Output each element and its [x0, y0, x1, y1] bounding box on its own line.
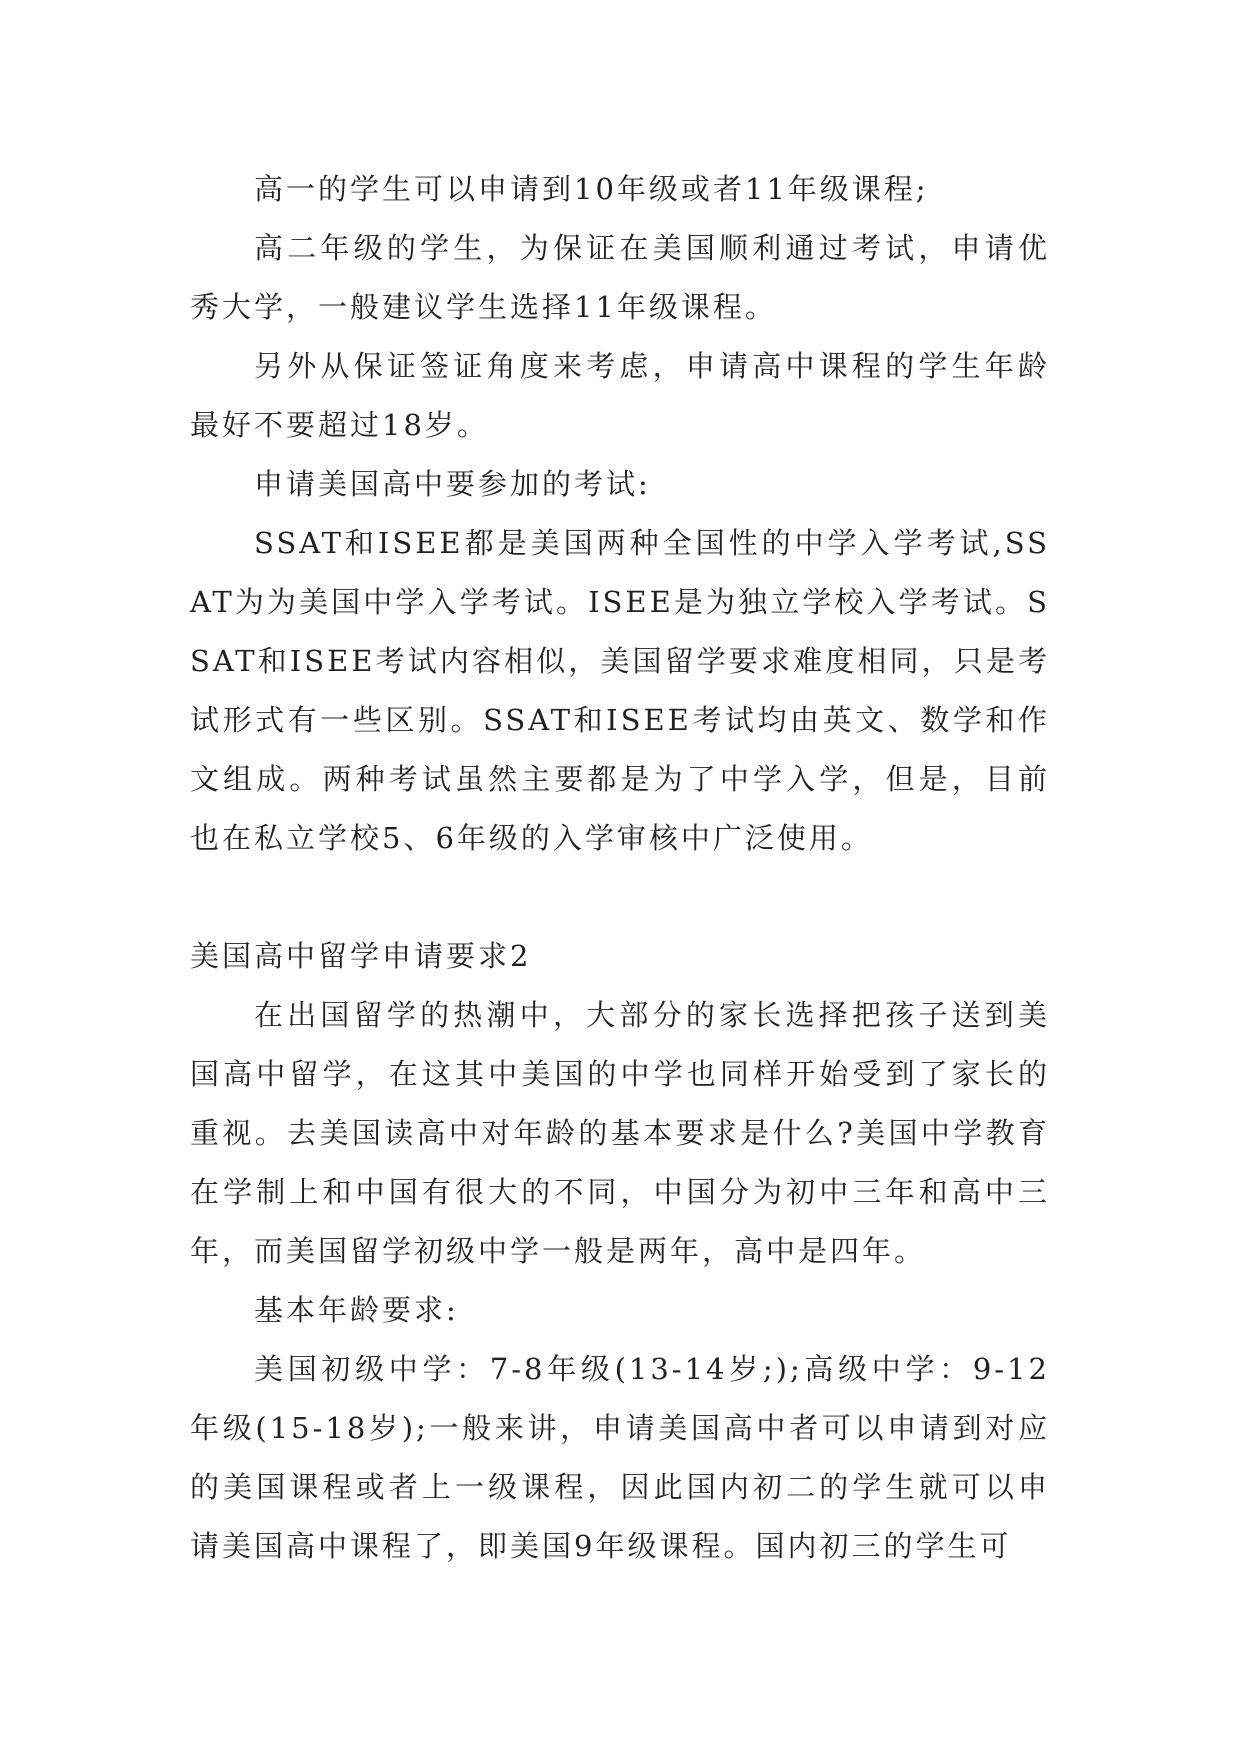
paragraph-grade-age-details: 美国初级中学：7-8年级(13-14岁;);高级中学：9-12年级(15-18岁);一般来讲，申请美国高中者可以申请到对应的美国课程或者上一级课程，因此国内初二的学生就可以申请美国高中课程了，即美国9年级课程。国内初三的学生可: [190, 1352, 1050, 1563]
paragraph-ssat-isee: SSAT和ISEE都是美国两种全国性的中学入学考试,SSAT为为美国中学入学考试。ISEE是为独立学校入学考试。SSAT和ISEE考试内容相似，美国留学要求难度相同，只是考试形式有一些区别。SSAT和ISEE考试均由英文、数学和作文组成。两种考试虽然主要都是为了中学入学，但是，目前也在私立学校5、6年级的入学审核中广泛使用。: [190, 526, 1050, 855]
paragraph-study-abroad-intro: 在出国留学的热潮中，大部分的家长选择把孩子送到美国高中留学，在这其中美国的中学也同样开始受到了家长的重视。去美国读高中对年龄的基本要求是什么?美国中学教育在学制上和中国有很大的不同，中国分为初中三年和高中三年，而美国留学初级中学一般是两年，高中是四年。: [190, 998, 1050, 1268]
section-heading: 美国高中留学申请要求2: [190, 939, 532, 973]
paragraph-exams-intro: 申请美国高中要参加的考试:: [254, 467, 651, 501]
paragraph-age-requirements-label: 基本年龄要求:: [254, 1293, 459, 1327]
paragraph-visa-age-limit: 另外从保证签证角度来考虑，申请高中课程的学生年龄最好不要超过18岁。: [190, 349, 1050, 442]
paragraph-grade10-application: 高一的学生可以申请到10年级或者11年级课程;: [254, 172, 929, 206]
paragraph-grade11-application: 高二年级的学生，为保证在美国顺利通过考试，申请优秀大学，一般建议学生选择11年级课程。: [190, 231, 1050, 324]
document-body: [190, 160, 1050, 1576]
